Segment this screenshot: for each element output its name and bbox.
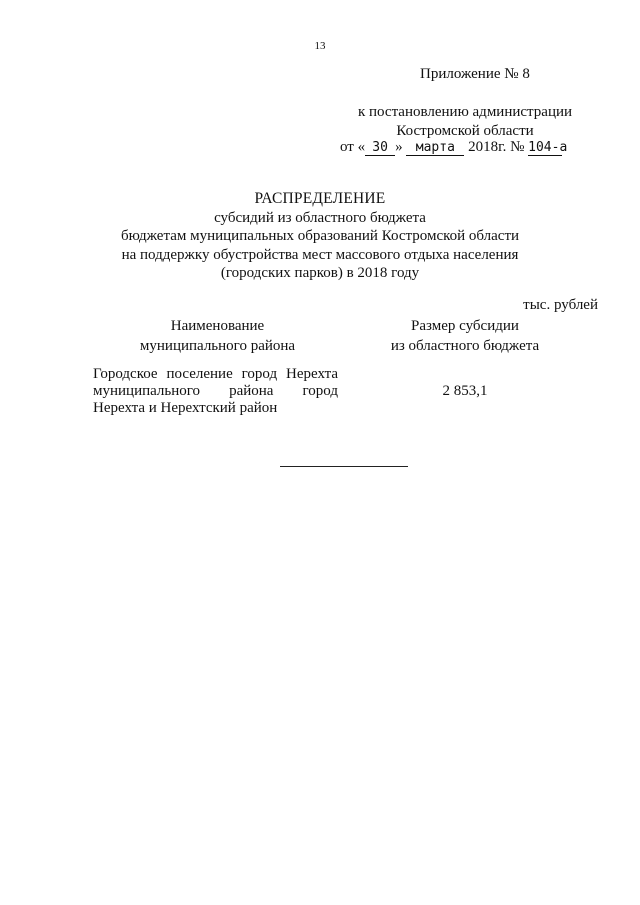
title-line-4: (городских парков) в 2018 году: [220, 265, 420, 281]
table-row-name: Городское поселение город Нерехта муниципального района город Нерехта и Нерехтский район: [93, 366, 338, 416]
decree-line-1: к постановлению администрации: [357, 104, 573, 120]
decree-month: марта: [406, 140, 464, 156]
decree-day: 30: [365, 140, 395, 156]
title-line-2: бюджетам муниципальных образований Костромской области: [120, 228, 520, 244]
decree-date-line: [340, 139, 630, 156]
column-header-amount: [360, 316, 570, 356]
decree-number: 104-а: [528, 140, 568, 155]
column-header-name-line-1: Наименование: [170, 318, 265, 334]
units-label: тыс. рублей: [523, 297, 598, 313]
title-line-1: субсидий из областного бюджета: [214, 209, 426, 226]
appendix-label: Приложение № 8: [420, 66, 530, 82]
title-main: РАСПРЕДЕЛЕНИЕ: [254, 190, 386, 207]
decree-date-prefix: от «: [340, 139, 366, 155]
end-divider: [280, 466, 408, 467]
title-line-3: на поддержку обустройства мест массового отдыха населения: [121, 246, 519, 263]
column-header-amount-line-2: из областного бюджета: [390, 338, 540, 354]
column-header-name: [90, 316, 345, 356]
page-number: 13: [314, 40, 326, 52]
column-header-amount-line-1: Размер субсидии: [411, 318, 519, 334]
document-title: [80, 190, 560, 283]
decree-reference: [300, 103, 630, 141]
decree-year: 2018г. №: [468, 139, 525, 155]
table-row-amount: 2 853,1: [442, 383, 488, 399]
column-header-name-line-2: муниципального района: [139, 338, 296, 354]
decree-date-mid: »: [395, 139, 403, 155]
decree-line-2: Костромской области: [396, 123, 534, 139]
